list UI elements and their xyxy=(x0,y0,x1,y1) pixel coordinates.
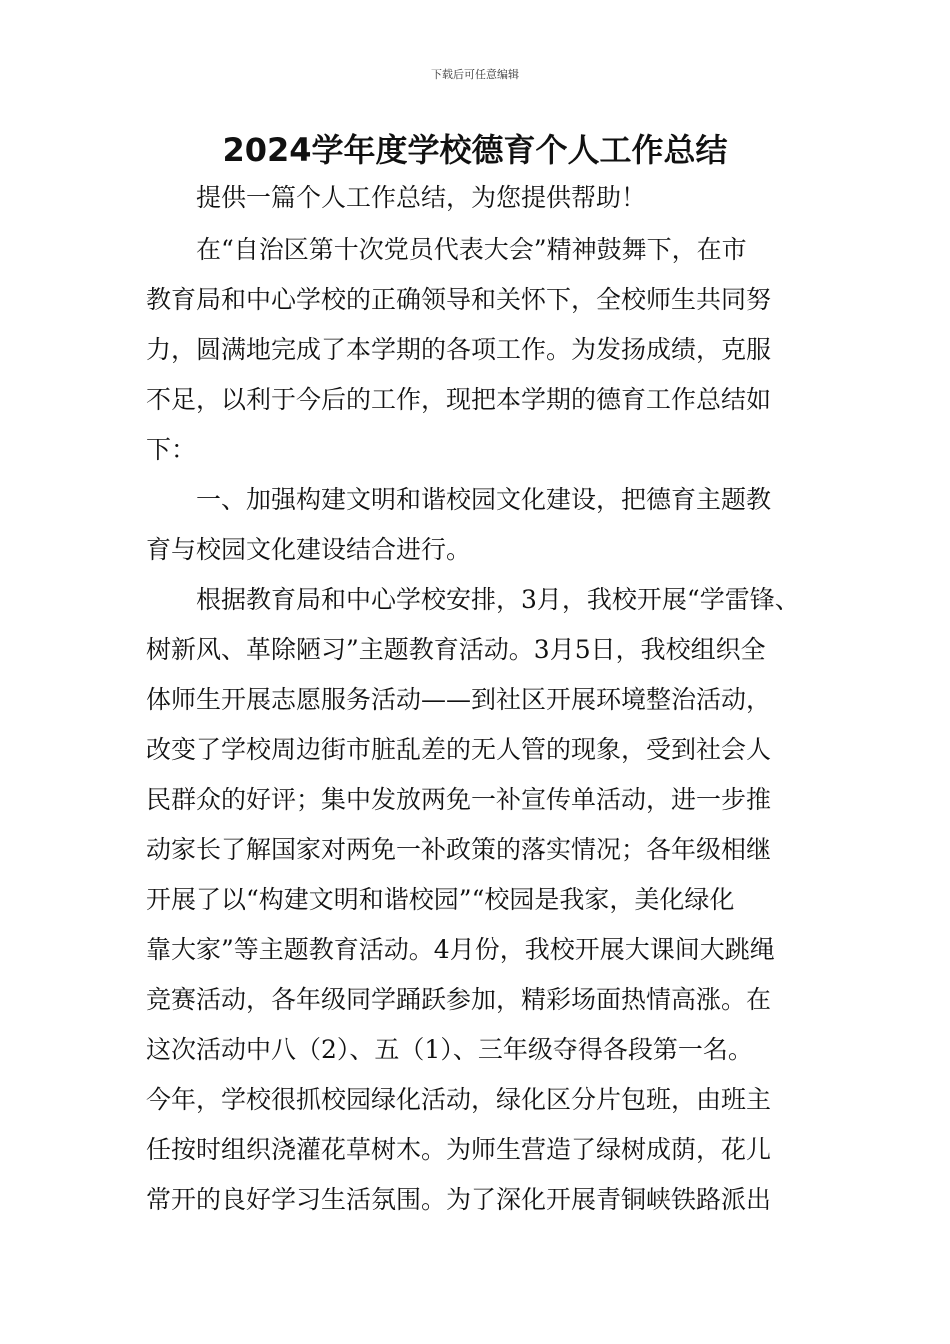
paragraph-line: 今年，学校很抓校园绿化活动，绿化区分片包班，由班主 xyxy=(146,1085,772,1114)
paragraph-line: 根据教育局和中心学校安排，3月，我校开展“学雷锋、 xyxy=(196,585,800,614)
paragraph-line: 不足，以利于今后的工作，现把本学期的德育工作总结如 xyxy=(146,385,772,414)
paragraph-line: 下： xyxy=(146,435,197,464)
section-heading-line: 一、加强构建文明和谐校园文化建设，把德育主题教 xyxy=(196,485,772,514)
paragraph-line: 在“自治区第十次党员代表大会”精神鼓舞下，在市 xyxy=(196,235,747,264)
paragraph-line: 这次活动中八（2）、五（1）、三年级夺得各段第一名。 xyxy=(146,1035,753,1064)
intro-line: 提供一篇个人工作总结，为您提供帮助！ xyxy=(196,183,647,212)
paragraph-line: 动家长了解国家对两免一补政策的落实情况；各年级相继 xyxy=(146,835,772,864)
paragraph-line: 任按时组织浇灌花草树木。为师生营造了绿树成荫，花儿 xyxy=(146,1135,772,1164)
header-note: 下载后可任意编辑 xyxy=(431,68,519,81)
paragraph-line: 开展了以“构建文明和谐校园”“校园是我家，美化绿化 xyxy=(146,885,735,914)
paragraph-line: 力，圆满地完成了本学期的各项工作。为发扬成绩，克服 xyxy=(146,335,772,364)
paragraph-line: 常开的良好学习生活氛围。为了深化开展青铜峡铁路派出 xyxy=(146,1185,772,1214)
paragraph-line: 靠大家”等主题教育活动。4月份，我校开展大课间大跳绳 xyxy=(146,935,775,964)
paragraph-line: 改变了学校周边街市脏乱差的无人管的现象，受到社会人 xyxy=(146,735,772,764)
paragraph-line: 民群众的好评；集中发放两免一补宣传单活动，进一步推 xyxy=(146,785,772,814)
section-heading-line: 育与校园文化建设结合进行。 xyxy=(146,535,472,564)
document-title: 2024学年度学校德育个人工作总结 xyxy=(222,131,728,169)
paragraph-line: 竞赛活动，各年级同学踊跃参加，精彩场面热情高涨。在 xyxy=(146,985,772,1014)
paragraph-line: 体师生开展志愿服务活动——到社区开展环境整治活动， xyxy=(146,685,772,714)
paragraph-line: 树新风、革除陋习”主题教育活动。3月5日，我校组织全 xyxy=(146,635,766,664)
paragraph-line: 教育局和中心学校的正确领导和关怀下，全校师生共同努 xyxy=(146,285,772,314)
